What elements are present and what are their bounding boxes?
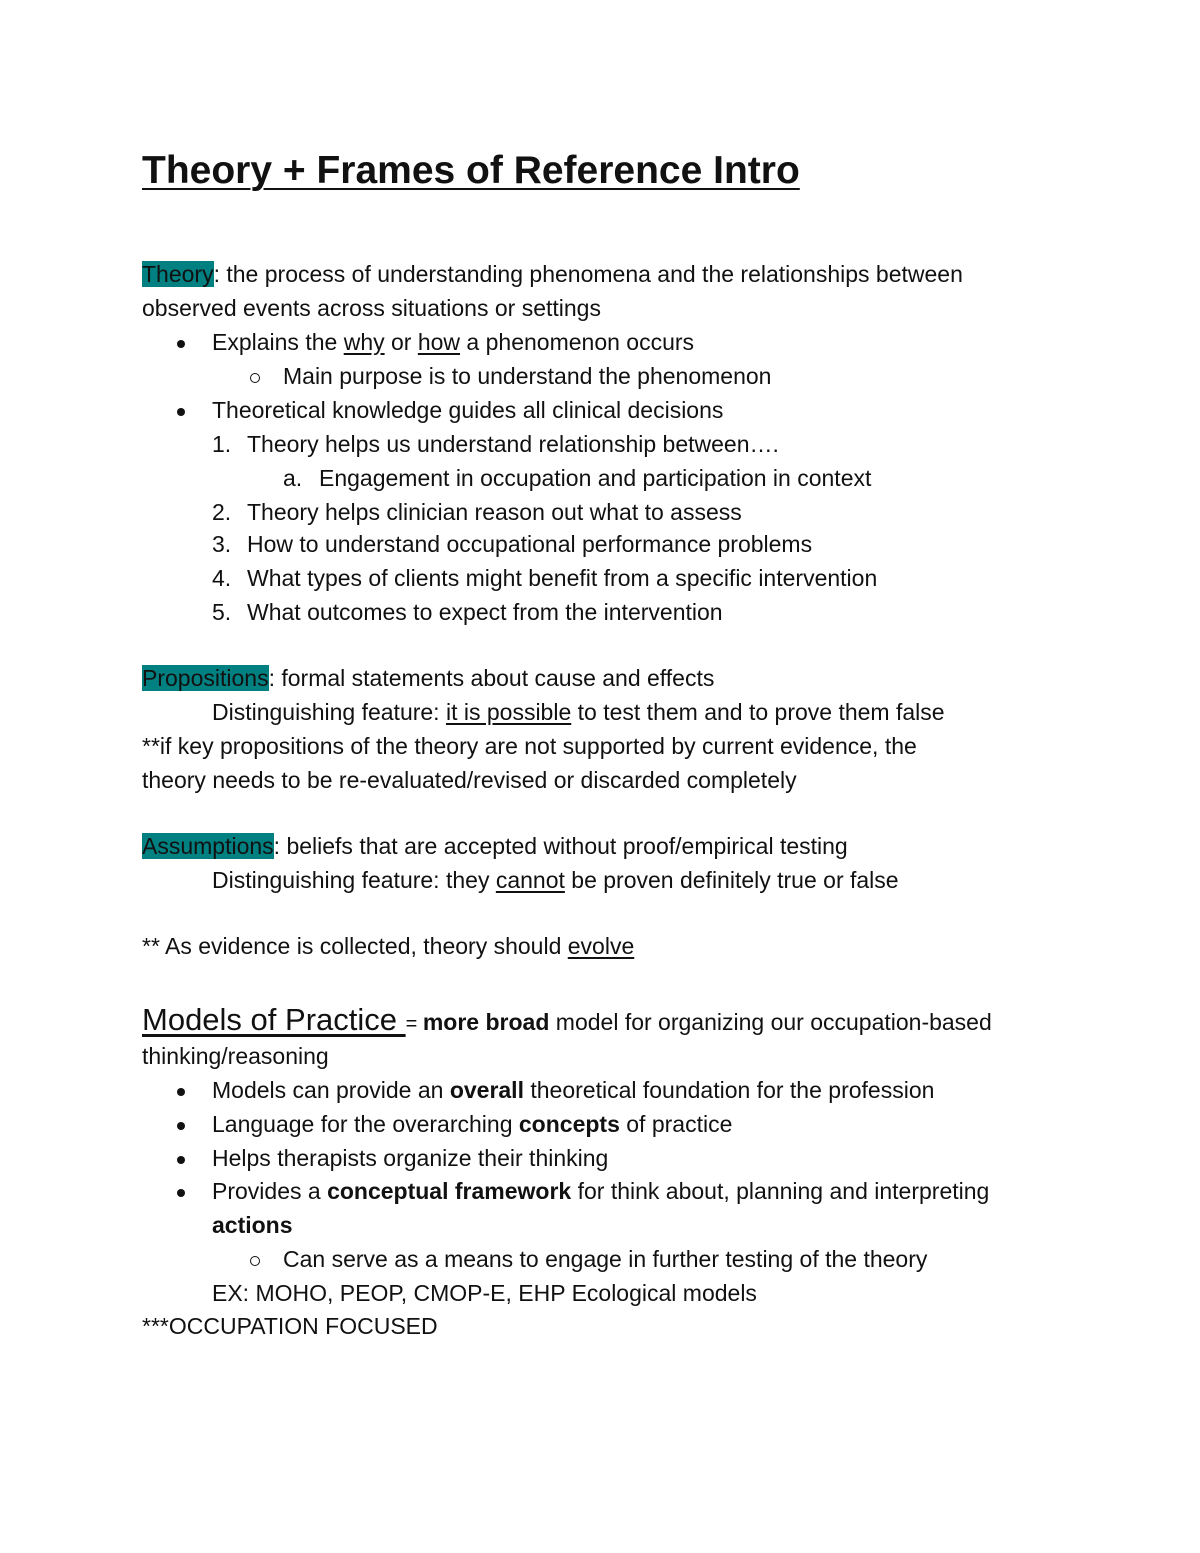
models-heading-line: Models of Practice = more broad model for organizing our occupation-based <box>142 1002 992 1037</box>
bullet-icon <box>177 1088 185 1096</box>
propositions-note-line1: **if key propositions of the theory are not supported by current evidence, the <box>142 733 917 759</box>
numbered-item: What types of clients might benefit from a specific intervention <box>247 565 878 591</box>
occupation-focused-note: ***OCCUPATION FOCUSED <box>142 1313 438 1339</box>
assumptions-definition: Assumptions: beliefs that are accepted without proof/empirical testing <box>142 833 848 859</box>
models-heading: Models of Practice <box>142 1002 406 1037</box>
models-bullet-overall: Models can provide an overall theoretical foundation for the profession <box>212 1077 935 1103</box>
numbered-item: How to understand occupational performance problems <box>247 531 813 557</box>
sub-bullet-circle-icon <box>250 1256 260 1266</box>
bullet-icon <box>177 408 185 416</box>
propositions-note-line2: theory needs to be re-evaluated/revised or discarded completely <box>142 767 797 793</box>
sub-bullet-circle-icon <box>250 373 260 383</box>
evolve-note: ** As evidence is collected, theory should evolve <box>142 933 635 959</box>
theory-sub-bullet: Main purpose is to understand the phenomenon <box>283 363 772 389</box>
theory-term: Theory <box>142 261 214 287</box>
bullet-icon <box>177 1122 185 1130</box>
lettered-item: Engagement in occupation and participation in context <box>319 465 872 491</box>
list-number: 1. <box>212 431 232 457</box>
propositions-feature: Distinguishing feature: it is possible to test them and to prove them false <box>212 699 945 725</box>
models-bullet-concepts: Language for the overarching concepts of practice <box>212 1111 733 1137</box>
models-bullet-thinking: Helps therapists organize their thinking <box>212 1145 609 1171</box>
theory-bullet-why-how: Explains the why or how a phenomenon occurs <box>212 329 695 355</box>
assumptions-term: Assumptions <box>142 833 274 859</box>
bullet-icon <box>177 1156 185 1164</box>
propositions-term: Propositions <box>142 665 269 691</box>
models-bullet-framework: Provides a conceptual framework for think about, planning and interpreting <box>212 1178 990 1204</box>
models-bullet-framework-line2: actions <box>212 1212 293 1238</box>
assumptions-feature: Distinguishing feature: they cannot be proven definitely true or false <box>212 867 899 893</box>
models-sub-bullet: Can serve as a means to engage in further testing of the theory <box>283 1246 928 1272</box>
bullet-icon <box>177 1189 185 1197</box>
bullet-icon <box>177 340 185 348</box>
theory-definition-line1: Theory: the process of understanding phenomena and the relationships between <box>142 261 963 287</box>
theory-definition-line2: observed events across situations or settings <box>142 295 601 321</box>
numbered-item: Theory helps us understand relationship between…. <box>247 431 779 457</box>
numbered-item: Theory helps clinician reason out what to assess <box>247 499 742 525</box>
models-definition-line2: thinking/reasoning <box>142 1043 329 1069</box>
list-number: 4. <box>212 565 232 591</box>
list-number: 2. <box>212 499 232 525</box>
propositions-definition: Propositions: formal statements about cause and effects <box>142 665 715 691</box>
list-letter: a. <box>283 465 303 491</box>
theory-bullet-clinical: Theoretical knowledge guides all clinical decisions <box>212 397 724 423</box>
models-examples: EX: MOHO, PEOP, CMOP-E, EHP Ecological models <box>212 1280 757 1306</box>
list-number: 5. <box>212 599 232 625</box>
page-title: Theory + Frames of Reference Intro <box>142 149 800 192</box>
list-number: 3. <box>212 531 232 557</box>
numbered-item: What outcomes to expect from the intervention <box>247 599 723 625</box>
